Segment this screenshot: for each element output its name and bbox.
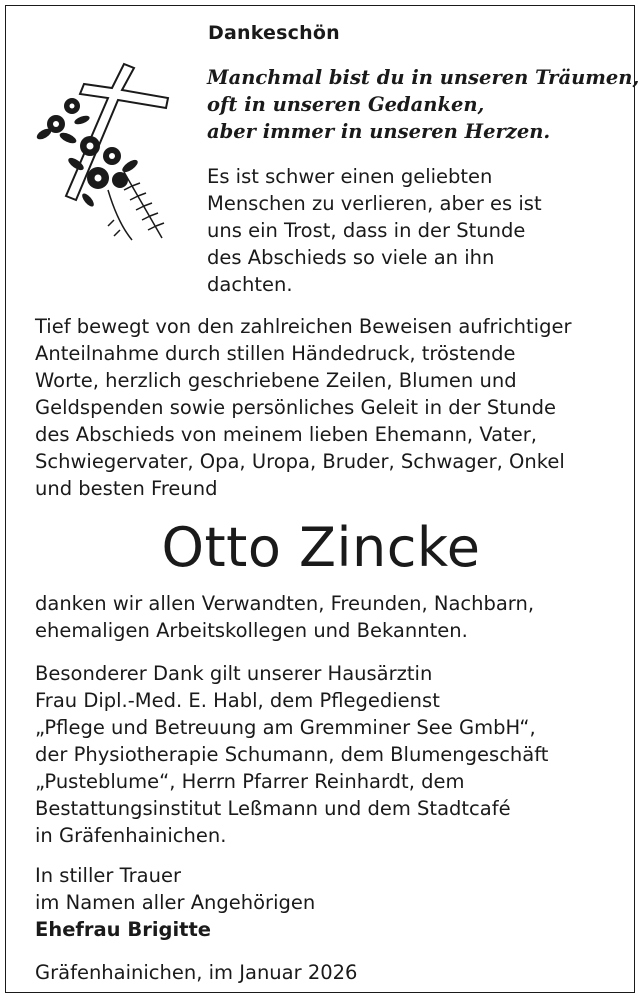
quote-line: Manchmal bist du in unseren Träumen, — [207, 66, 640, 89]
paragraph-line: ehemaligen Arbeitskollegen und Bekannten. — [35, 619, 468, 642]
special-thanks-paragraph — [35, 660, 548, 849]
side-text-line: Es ist schwer einen geliebten — [207, 165, 493, 188]
deceased-name: Otto Zincke — [161, 516, 481, 579]
side-text-line: des Abschieds so viele an ihn — [207, 246, 495, 269]
paragraph-line: Geldspenden sowie persönliches Geleit in der Stunde — [35, 396, 556, 419]
paragraph-line: Bestattungsinstitut Leßmann und dem Stadtcafé — [35, 797, 511, 820]
paragraph-line: Frau Dipl.-Med. E. Habl, dem Pflegedienst — [35, 689, 440, 712]
paragraph-line: Worte, herzlich geschriebene Zeilen, Blumen und — [35, 369, 517, 392]
memorial-quote — [207, 64, 639, 145]
paragraph-line: Besonderer Dank gilt unserer Hausärztin — [35, 662, 433, 685]
side-text — [207, 163, 542, 298]
side-text-line: dachten. — [207, 273, 293, 296]
side-text-line: uns ein Trost, dass in der Stunde — [207, 219, 526, 242]
paragraph-line: in Gräfenhainichen. — [35, 824, 227, 847]
thanks-paragraph — [35, 313, 572, 502]
signature: Ehefrau Brigitte — [35, 918, 212, 941]
side-text-line: Menschen zu verlieren, aber es ist — [207, 192, 542, 215]
paragraph-line: der Physiotherapie Schumann, dem Blumengeschäft — [35, 743, 549, 766]
paragraph-line: danken wir allen Verwandten, Freunden, Nachbarn, — [35, 592, 535, 615]
place-date — [35, 959, 357, 986]
paragraph-line: Anteilnahme durch stillen Händedruck, tröstende — [35, 342, 516, 365]
quote-line: aber immer in unseren Herzen. — [207, 120, 551, 143]
place-date-line: Gräfenhainichen, im Januar 2026 — [35, 961, 358, 984]
paragraph-line: „Pflege und Betreuung am Gremminer See GmbH“, — [35, 716, 536, 739]
closing-line: In stiller Trauer — [35, 864, 181, 887]
cross-with-roses-icon — [28, 60, 178, 245]
paragraph-line: und besten Freund — [35, 477, 218, 500]
paragraph-line: Tief bewegt von den zahlreichen Beweisen aufrichtiger — [35, 315, 572, 338]
paragraph-line: „Pusteblume“, Herrn Pfarrer Reinhardt, dem — [35, 770, 465, 793]
closing-block — [35, 862, 315, 943]
quote-line: oft in unseren Gedanken, — [207, 93, 485, 116]
heading-dankeschoen: Dankeschön — [208, 22, 340, 44]
thanks-relatives-paragraph — [35, 590, 534, 644]
closing-line: im Namen aller Angehörigen — [35, 891, 316, 914]
paragraph-line: Schwiegervater, Opa, Uropa, Bruder, Schwager, Onkel — [35, 450, 565, 473]
paragraph-line: des Abschieds von meinem lieben Ehemann, Vater, — [35, 423, 537, 446]
